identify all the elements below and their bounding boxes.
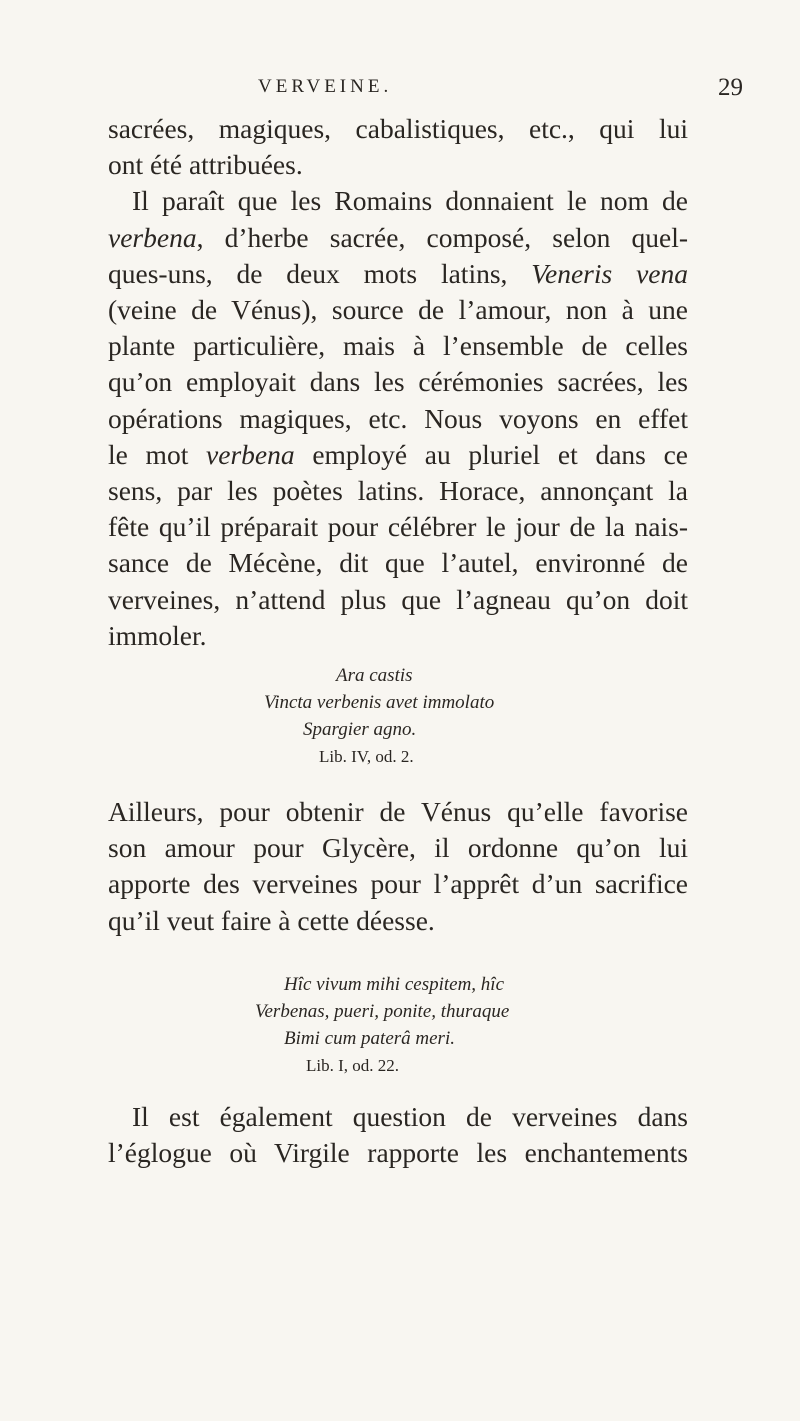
text-line: Il est également question de verveines dans	[132, 1100, 688, 1132]
quote-line: Spargier agno.	[303, 719, 417, 741]
text-line: fête qu’il préparait pour célébrer le jour de la nais-	[108, 511, 688, 543]
text-line: ont été attribuées.	[108, 149, 303, 181]
text-line: verbena, d’herbe sacrée, composé, selon quel-	[108, 221, 688, 253]
text-line: l’églogue où Virgile rapporte les enchantements	[108, 1137, 688, 1169]
text-line: qu’on employait dans les cérémonies sacrées, les	[108, 366, 688, 398]
text-line: Ailleurs, pour obtenir de Vénus qu’elle favorise	[108, 796, 688, 828]
paragraph-3	[108, 794, 688, 939]
latin-quotation-2	[108, 971, 688, 1079]
text-line: verveines, n’attend plus que l’agneau qu’on doit	[108, 583, 688, 615]
latin-term: Veneris vena	[531, 257, 688, 289]
quote-line: Verbenas, pueri, ponite, thuraque	[255, 1000, 510, 1022]
text-line: sance de Mécène, dit que l’autel, environné de	[108, 547, 688, 579]
quote-reference: Lib. IV, od. 2.	[319, 747, 414, 767]
page-body	[108, 111, 688, 1171]
text-line: apporte des verveines pour l’apprêt d’un sacrifice	[108, 868, 688, 900]
latin-quotation-1	[108, 662, 688, 770]
page-header	[0, 76, 800, 106]
paragraph-2	[108, 183, 688, 654]
quote-reference: Lib. I, od. 22.	[306, 1055, 400, 1075]
text-line: (veine de Vénus), source de l’amour, non à une	[108, 294, 688, 326]
page-number: 29	[718, 74, 743, 101]
latin-term: verbena	[206, 438, 295, 470]
text-line: ques-uns, de deux mots latins, Veneris vena	[108, 257, 688, 289]
text-line: son amour pour Glycère, il ordonne qu’on lui	[108, 832, 688, 864]
paragraph-4	[108, 1099, 688, 1171]
text-line: opérations magiques, etc. Nous voyons en effet	[108, 402, 688, 434]
text-line: sens, par les poètes latins. Horace, annonçant la	[108, 475, 688, 507]
quote-line: Bimi cum paterâ meri.	[284, 1027, 455, 1049]
running-title: VERVEINE.	[258, 76, 393, 97]
text-line: sacrées, magiques, cabalistiques, etc., qui lui	[108, 113, 688, 144]
text-line: Il paraît que les Romains donnaient le nom de	[132, 185, 688, 217]
paragraph-1	[108, 111, 688, 183]
text-line: le mot verbena employé au pluriel et dans ce	[108, 438, 688, 470]
text-line: plante particulière, mais à l’ensemble de celles	[108, 330, 688, 362]
quote-line: Ara castis	[336, 665, 413, 687]
latin-term: verbena	[108, 221, 197, 253]
quote-line: Vincta verbenis avet immolato	[264, 692, 495, 714]
text-line: immoler.	[108, 619, 207, 651]
quote-line: Hîc vivum mihi cespitem, hîc	[284, 973, 505, 995]
text-line: qu’il veut faire à cette déesse.	[108, 904, 435, 936]
